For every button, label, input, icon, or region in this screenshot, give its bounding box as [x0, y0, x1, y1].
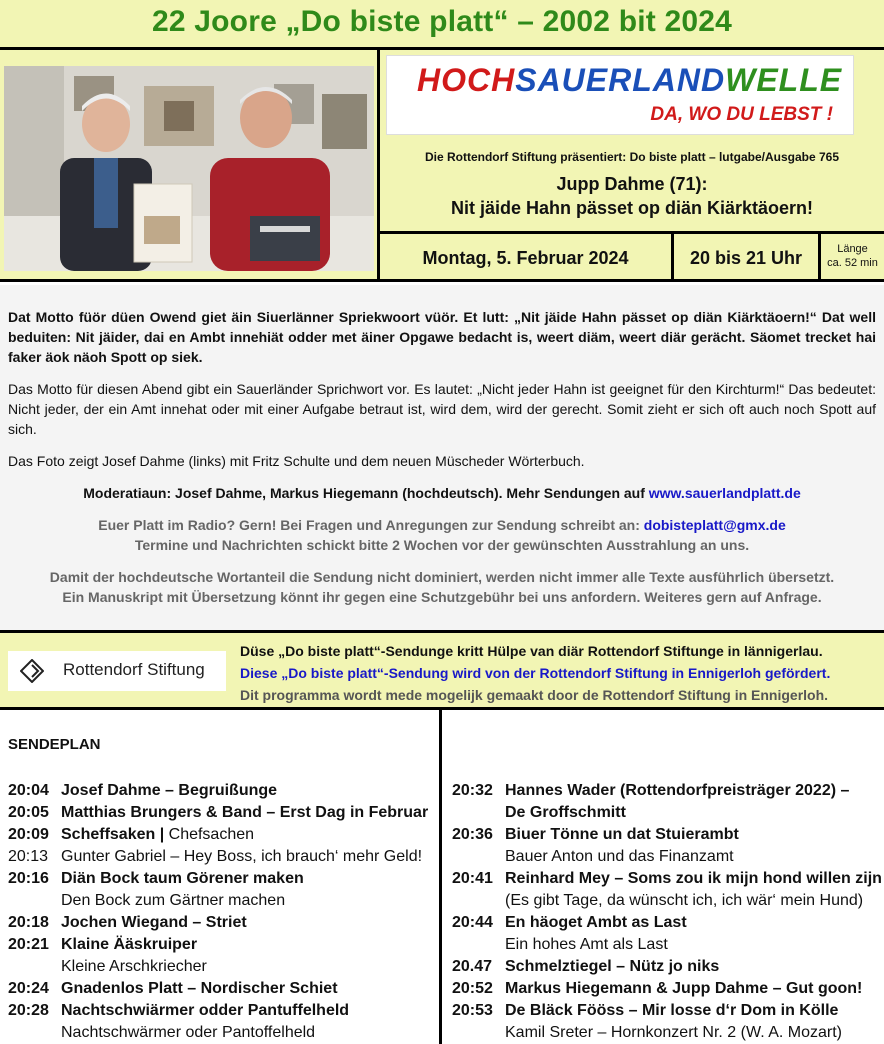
schedule-heading: SENDEPLAN [8, 736, 101, 753]
schedule-title: Hannes Wader (Rottendorfpreisträger 2022) – [505, 782, 850, 799]
presents-line: Die Rottendorf Stiftung präsentiert: Do biste platt – lutgabe/Ausgabe 765 [424, 150, 840, 164]
schedule-title: Nachtschwiärmer odder Pantuffelheld [61, 1002, 350, 1019]
schedule-time: 20:09 [8, 826, 49, 843]
schedule-time: 20:36 [452, 826, 493, 843]
email-link[interactable]: dobisteplatt@gmx.de [643, 517, 786, 533]
hochsauerlandwelle-logo [386, 55, 854, 135]
schedule-title: Scheffsaken | Chefsachen [61, 826, 255, 843]
sponsor-section [0, 630, 884, 710]
schedule-time: 20:18 [8, 914, 49, 931]
schedule-subtitle: Den Bock zum Gärtner machen [61, 892, 286, 909]
logo-wordmark: HOCHSAUERLANDWELLE [417, 62, 843, 98]
schedule-title: Diän Bock taum Görener maken [61, 870, 304, 887]
schedule-item [8, 934, 438, 956]
broadcast-time: 20 bis 21 Uhr [689, 248, 803, 268]
sponsor-nederlands: Dit programma wordt mede mogelijk gemaakt door de Rottendorf Stiftung in Ennigerloh. [240, 687, 829, 703]
schedule-title: Reinhard Mey – Soms zou ik mijn hond willen zijn [505, 870, 882, 887]
photo-caption: Das Foto zeigt Josef Dahme (links) mit Fritz Schulte und dem neuen Müscheder Wörterbuch. [8, 453, 585, 469]
sponsor-platt: Düse „Do biste platt“-Sendunge kritt Hülpe van diär Rottendorf Stiftunge in lännigerlau. [240, 643, 823, 659]
schedule-time: 20:44 [452, 914, 493, 931]
schedule-item [452, 978, 882, 1000]
schedule-item [8, 780, 438, 802]
schedule-subtitle: Bauer Anton und das Finanzamt [505, 848, 734, 865]
schedule-title: Gnadenlos Platt – Nordischer Schiet [61, 980, 338, 997]
schedule-subtitle: Ein hohes Amt als Last [505, 936, 668, 953]
wortanteil-line: Damit der hochdeutsche Wortanteil die Sendung nicht dominiert, werden nicht immer alle Texte ausführlich übersetzt. [49, 569, 835, 585]
schedule-item [8, 1000, 438, 1022]
schedule-title: De Bläck Fööss – Mir losse d‘r Dom in Kölle [505, 1002, 839, 1019]
schedule-title: Biuer Tönne un dat Stuierambt [505, 826, 739, 843]
broadcast-length: Länge ca. 52 min [827, 243, 878, 269]
schedule-title: Gunter Gabriel – Hey Boss, ich brauch‘ mehr Geld! [61, 848, 423, 865]
schedule-item [452, 868, 882, 890]
schedule-item [8, 978, 438, 1000]
schedule-time: 20:52 [452, 980, 493, 997]
schedule-title: Markus Hiegemann & Jupp Dahme – Gut goon! [505, 980, 863, 997]
schedule-item [8, 868, 438, 890]
schedule-subtitle: (Es gibt Tage, da wünscht ich, ich wär‘ mein Hund) [505, 892, 864, 909]
schedule-item [452, 824, 882, 846]
schedule-time: 20:24 [8, 980, 49, 997]
moderation-line: Moderatiaun: Josef Dahme, Markus Hiegemann (hochdeutsch). Mehr Sendungen auf www.sauerlandplatt.de [83, 485, 801, 501]
schedule-column-right [452, 780, 882, 1044]
page-title: 22 Joore „Do biste platt“ – 2002 bit 2024 [151, 5, 733, 38]
sponsor-hochdeutsch: Diese „Do biste platt“-Sendung wird von der Rottendorf Stiftung in Ennigerloh gefördert. [240, 665, 831, 681]
schedule-title: Matthias Brungers & Band – Erst Dag in Februar [61, 804, 429, 821]
motto-plattdeutsch: Dat Motto füör düen Owend giet äin Siuerlänner Spriekwoort vüör. Et lutt: „Nit jäide Hahn pässet op diän Kiärktäoern!“ Dat well beduiten: Nit jäider, dai en Ambt innehiät odder met äiner Opgawe bedacht is, weert diäm, weert diär gerächt. Säomet trecket hai faker äok näoh Spott op siek. [8, 309, 876, 365]
schedule-item [8, 846, 438, 868]
schedule-time: 20:21 [8, 936, 49, 953]
schedule-title: Klaine Ääskruiper [61, 936, 198, 953]
schedule-item [452, 780, 882, 802]
schedule-subtitle: Kamil Sreter – Hornkonzert Nr. 2 (W. A. Mozart) [505, 1024, 842, 1041]
schedule-title: Jochen Wiegand – Striet [61, 914, 247, 931]
schedule-time: 20:32 [452, 782, 493, 799]
schedule-item [452, 912, 882, 934]
contact-line: Euer Platt im Radio? Gern! Bei Fragen und Anregungen zur Sendung schreibt an: dobisteplatt@gmx.de [98, 517, 786, 533]
schedule-divider [439, 710, 442, 1044]
schedule-title: Schmelztiegel – Nütz jo niks [505, 958, 720, 975]
schedule-time: 20:53 [452, 1002, 493, 1019]
schedule-column-left [8, 780, 438, 1044]
schedule-time: 20:41 [452, 870, 493, 887]
schedule-item [8, 802, 438, 824]
schedule-item [452, 1000, 882, 1022]
schedule-section [0, 710, 884, 1044]
schedule-item [452, 956, 882, 978]
schedule-title: Josef Dahme – Begruißunge [61, 782, 278, 799]
schedule-subtitle: De Groffschmitt [505, 804, 626, 821]
schedule-title-translation: Chefsachen [164, 826, 255, 843]
website-link[interactable]: www.sauerlandplatt.de [648, 485, 801, 501]
title-bar [0, 0, 884, 50]
schedule-time: 20:04 [8, 782, 49, 799]
top-section [0, 50, 884, 282]
rottendorf-logo: Rottendorf Stiftung [8, 651, 226, 691]
schedule-subtitle: Kleine Arschkriecher [61, 958, 207, 975]
schedule-subtitle: Nachtschwärmer oder Pantoffelheld [61, 1024, 316, 1041]
termine-line: Termine und Nachrichten schickt bitte 2 Wochen vor der gewünschten Ausstrahlung an uns. [134, 537, 750, 553]
schedule-time: 20.47 [452, 958, 493, 975]
rottendorf-mark-icon [20, 659, 44, 683]
manuskript-line: Ein Manuskript mit Übersetzung könnt ihr gegen eine Schutzgebühr bei uns anfordern. Weiteres gern auf Anfrage. [62, 589, 822, 605]
logo-tagline: DA, WO DU LEBST ! [650, 104, 833, 125]
episode-title: Jupp Dahme (71): Nit jäide Hahn pässet op diän Kiärktäoern! [450, 174, 814, 218]
schedule-time: 20:13 [8, 848, 49, 865]
schedule-item [8, 824, 438, 846]
schedule-title: En häoget Ambt as Last [505, 914, 687, 931]
description-section [0, 285, 884, 630]
schedule-time: 20:05 [8, 804, 49, 821]
motto-hochdeutsch: Das Motto für diesen Abend gibt ein Sauerländer Sprichwort vor. Es lautet: „Nicht jeder Hahn ist geeignet für den Kirchturm!“ Das bedeutet: Nicht jeder, der ein Amt innehat oder mit einer Aufgabe betraut ist, wird dem, wird der gerecht. Somit zieht er sich oft auch noch Spott auf sich. [8, 381, 876, 437]
schedule-time: 20:28 [8, 1002, 49, 1019]
schedule-item [8, 912, 438, 934]
presenters-photo [4, 66, 374, 271]
broadcast-date: Montag, 5. Februar 2024 [422, 248, 629, 268]
schedule-time: 20:16 [8, 870, 49, 887]
